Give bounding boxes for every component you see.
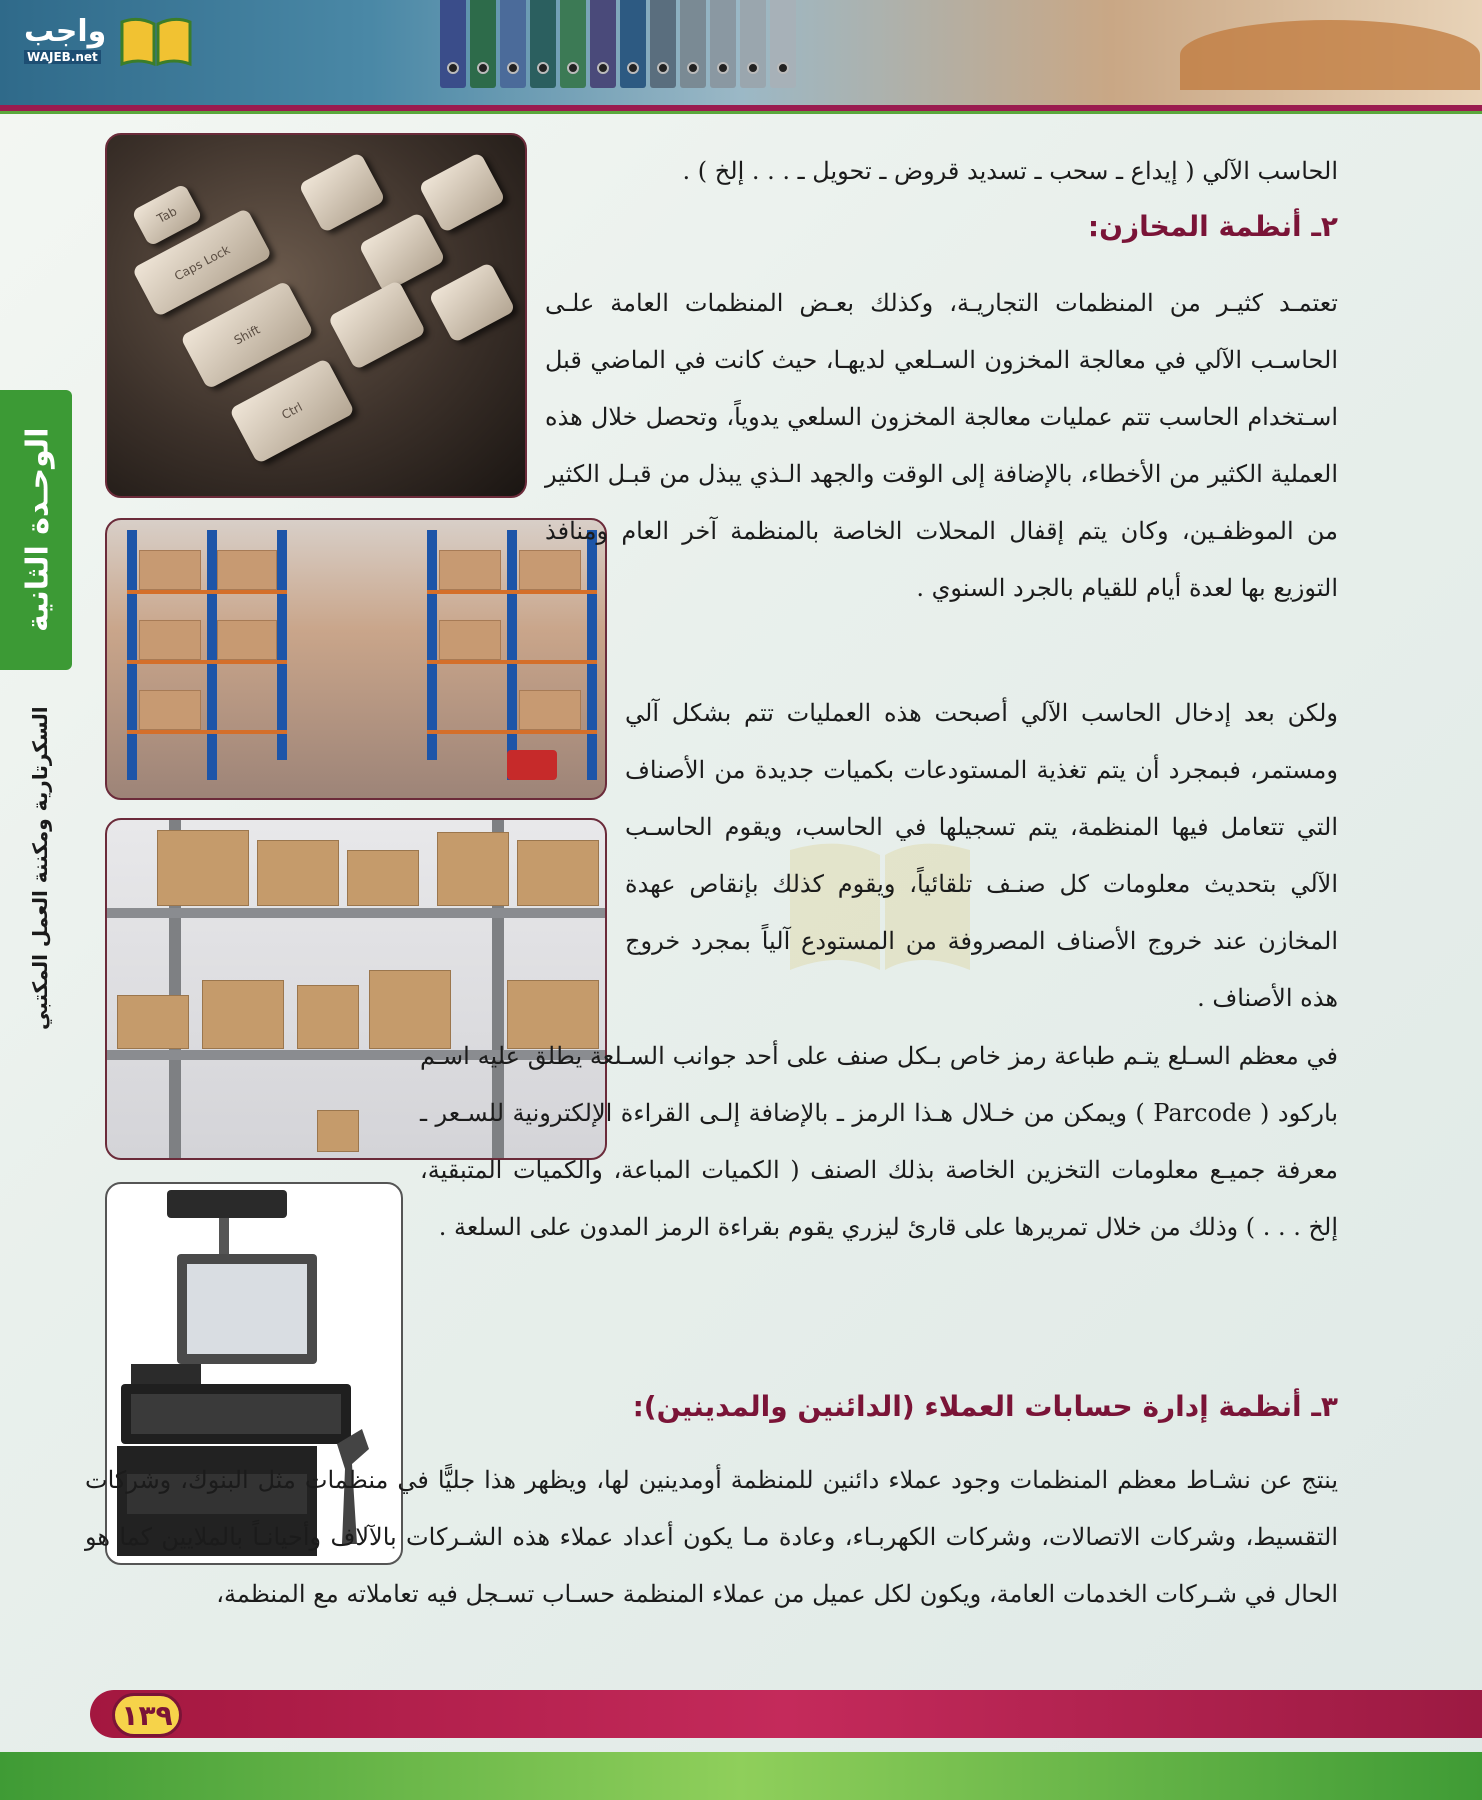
shelf-beam xyxy=(127,660,287,664)
page-number: ١٣٩ xyxy=(112,1693,182,1737)
intro-line: الحاسب الآلي ( إيداع ـ سحب ـ تسديد قروض ـ تحويل ـ . . . إلخ ) . xyxy=(682,157,1338,185)
stock-box xyxy=(439,550,501,590)
footer-bar xyxy=(90,1690,1482,1738)
cardboard-box xyxy=(257,840,339,906)
binder-decoration xyxy=(440,0,466,88)
keyboard-key xyxy=(428,262,516,343)
binder-decoration xyxy=(650,0,676,88)
section-3-heading: ٣ـ أنظمة إدارة حسابات العملاء (الدائنين والمدينين): xyxy=(632,1390,1338,1423)
keyboard-key xyxy=(298,152,386,233)
binder-decoration xyxy=(740,0,766,88)
section-2-paragraph-3: في معظم السـلع يتـم طباعة رمز خاص بـكل صنف على أحد جوانب السـلعة يطلق عليه اسـم باركود ( Parcode ) ويمكن من خـلال هـذا الرمز ـ بالإضافة إلـى القراءة الإلكترونية للسـعر ـ معرفة جميـع معلومات التخزين الخاصة بذلك الصنف ( الكميات المباعة، والكميات المتبقية، إلخ . . . ) وذلك من خلال تمريرها على قارئ ليزري يقوم بقراءة الرمز المدون على السلعة . xyxy=(420,1042,1338,1241)
keyboard-key: Shift xyxy=(180,280,314,389)
binder-decoration xyxy=(560,0,586,88)
header-divider-green xyxy=(0,111,1482,114)
keyboard-key: Tab xyxy=(131,183,203,246)
binder-decoration xyxy=(620,0,646,88)
cardboard-box xyxy=(157,830,249,906)
section-2-heading: ٢ـ أنظمة المخازن: xyxy=(1087,210,1338,243)
logo-subtext: WAJEB.net xyxy=(24,50,101,64)
section-2-paragraph-2: ولكن بعد إدخال الحاسب الآلي أصبحت هذه العمليات تتم بشكل آلي ومستمر، فبمجرد أن يتم تغذية المستودعات بكميات جديدة من الأصناف التي تتعامل فيها المنظمة، يتم تسجيلها في الحاسب، ويقوم الحاسـب الآلي بتحديث معلومات كل صنـف تلقائياً، ويقوم كذلك بإنقاص عهدة المخازن عند خروج الأصناف المصروفة من المستودع آلياً بمجرد خروج هذه الأصناف . xyxy=(625,699,1338,1012)
logo-text: واجب xyxy=(24,14,107,49)
stock-box xyxy=(139,550,201,590)
forklift xyxy=(507,750,557,780)
binder-decoration xyxy=(770,0,796,88)
shelf-beam xyxy=(427,730,597,734)
desk-decoration xyxy=(1180,20,1480,90)
shelf-beam xyxy=(427,660,597,664)
cardboard-box xyxy=(317,1110,359,1152)
shelf-post xyxy=(127,530,137,780)
header-banner xyxy=(0,0,1482,105)
binder-decoration xyxy=(500,0,526,88)
book-icon xyxy=(118,14,194,68)
keyboard-key xyxy=(328,280,427,371)
footer-green-band xyxy=(0,1752,1482,1800)
stock-box xyxy=(439,620,501,660)
binder-decoration xyxy=(590,0,616,88)
cardboard-box xyxy=(437,832,509,906)
warehouse-photo xyxy=(105,518,607,800)
stock-box xyxy=(139,620,201,660)
book-title: السكرتارية ومكننة العمل المكتبي xyxy=(28,706,52,1030)
shelf-beam xyxy=(127,730,287,734)
stock-box xyxy=(217,620,277,660)
cardboard-box xyxy=(202,980,284,1049)
shelf-post xyxy=(277,530,287,760)
shelf-post xyxy=(427,530,437,760)
keyboard-key: Ctrl xyxy=(229,358,355,464)
binder-decoration xyxy=(470,0,496,88)
shelf-beam xyxy=(127,590,287,594)
binder-decoration xyxy=(710,0,736,88)
site-logo[interactable] xyxy=(10,6,190,68)
shelf-post xyxy=(507,530,517,780)
keyboard-key xyxy=(358,212,446,293)
unit-label: الوحـدة الثانية xyxy=(20,427,56,633)
keyboard-key: Caps Lock xyxy=(132,208,273,318)
shelf-post xyxy=(207,530,217,780)
stock-box xyxy=(139,690,201,730)
stock-box xyxy=(217,550,277,590)
cardboard-box xyxy=(117,995,189,1049)
cardboard-box xyxy=(347,850,419,906)
stock-box xyxy=(519,690,581,730)
keyboard-photo xyxy=(105,133,527,498)
section-3-paragraph-1: ينتج عن نشـاط معظم المنظمات وجود عملاء دائنين للمنظمة أومدينين لها، ويظهر هذا جليًّا في منظمات مثل البنوك، وشركات التقسيط، وشركات الاتصالات، وشركات الكهربـاء، وعادة مـا يكون أعداد عملاء هذه الشـركات بالآلاف وأحيانـاً بالملايين كما هو الحال في شـركات الخدمات العامة، ويكون لكل عميل من عملاء المنظمة حسـاب تسـجل فيه تعاملاته مع المنظمة، xyxy=(85,1466,1338,1608)
keyboard-key xyxy=(418,152,506,233)
binder-decoration xyxy=(680,0,706,88)
binder-decoration xyxy=(530,0,556,88)
cardboard-box xyxy=(297,985,359,1049)
section-2-paragraph-1: تعتمـد كثيـر من المنظمات التجاريـة، وكذلك بعـض المنظمات العامة علـى الحاسـب الآلي في معالجة المخزون السـلعي لديهـا، حيث كانت في الماضي قبل اسـتخدام الحاسب تتم عمليات معالجة المخزون السلعي يدوياً، وتحصل خلال هذه العملية الكثير من الأخطاء، بالإضافة إلى الوقت والجهد الـذي يبذل من قبـل الكثير من الموظفـين، وكان يتم إقفال المحلات الخاصة بالمنظمة آخر العام ومنافذ التوزيع بها لعدة أيام للقيام بالجرد السنوي . xyxy=(545,289,1338,602)
